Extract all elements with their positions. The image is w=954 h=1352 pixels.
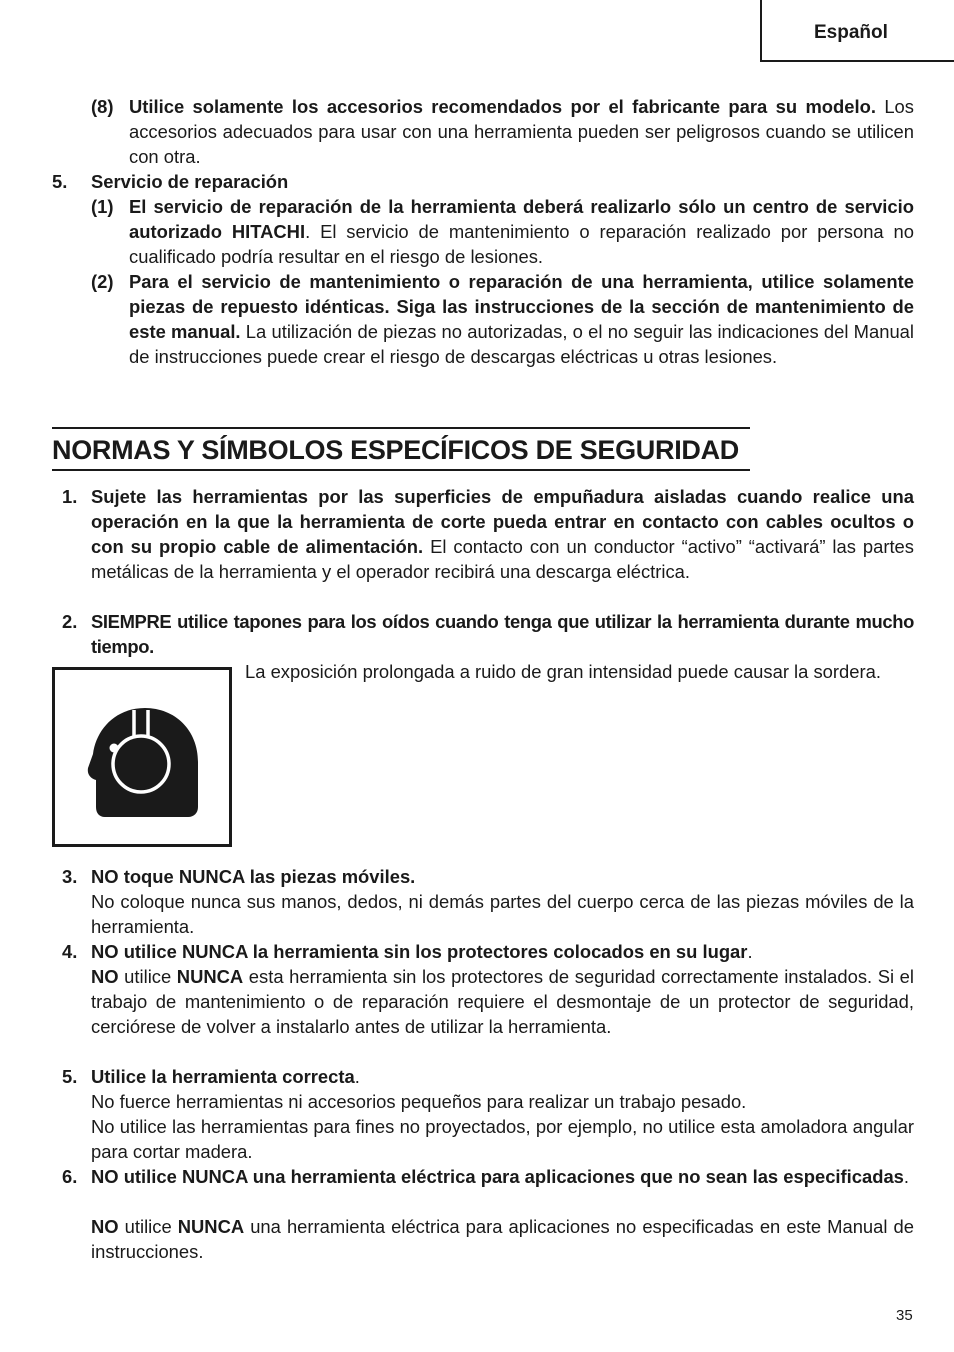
rule-2-bold: SIEMPRE utilice tapones para los oídos cuando tenga que utilizar la herramienta durante mucho tiempo.	[91, 611, 914, 657]
rule-4-body-text-1: utilice	[118, 966, 177, 987]
rule-2-body: La exposición prolongada a ruido de gran intensidad puede causar la sordera.	[245, 661, 881, 682]
rule-3-body: No coloque nunca sus manos, dedos, ni demás partes del cuerpo cerca de las piezas móviles de la herramienta.	[91, 891, 914, 937]
rule-6-body-bold-1: NO	[91, 1216, 119, 1237]
service-item-2	[129, 269, 914, 369]
rule-4-bold-end: .	[747, 941, 753, 962]
rule-6-heading	[91, 1164, 914, 1189]
rule-3-heading	[91, 864, 914, 889]
rule-4-body-text-2: esta herramienta sin los protectores de seguridad correctamente instalados. Si el trabajo de mantenimiento o de reparación requiere el desmontaje de un protector de seguridad, cerciórese de volver a instalarlo antes de utilizar la herramienta.	[91, 966, 914, 1037]
item-8-bold: Utilice solamente los accesorios recomendados por el fabricante para su modelo.	[129, 96, 876, 117]
item-8-body: Los accesorios adecuados para usar con una herramienta pueden ser peligrosos cuando se utilicen con otra.	[129, 96, 914, 167]
section-number: 5.	[52, 171, 68, 192]
language-label: Español	[814, 22, 888, 43]
rule-6-bold: NO utilice NUNCA una herramienta eléctrica para aplicaciones que no sean las especificadas	[91, 1166, 904, 1187]
section-heading-text: NORMAS Y SÍMBOLOS ESPECÍFICOS DE SEGURIDAD	[52, 435, 740, 465]
rule-1	[91, 484, 914, 584]
rule-5-bold: Utilice la herramienta correcta	[91, 1066, 355, 1087]
rule-3-bold: NO toque NUNCA las piezas móviles.	[91, 866, 416, 887]
rule-number: 4.	[62, 941, 78, 962]
rule-number: 2.	[62, 611, 78, 632]
service-item-2-bold: Para el servicio de mantenimiento o reparación de una herramienta, utilice solamente piezas de repuesto idénticas. Siga las instrucciones de la sección de mantenimiento de este manual.	[129, 271, 914, 342]
item-number: (2)	[91, 271, 114, 292]
rule-6-bold-end: .	[903, 1166, 910, 1187]
item-number: (8)	[91, 96, 114, 117]
rule-4-bold: NO utilice NUNCA la herramienta sin los protectores colocados en su lugar	[91, 941, 748, 962]
rule-1-body: El contacto con un conductor “activo” “activará” las partes metálicas de la herramienta y el operador recibirá una descarga eléctrica.	[91, 536, 914, 582]
rule-5-body-2: No utilice las herramientas para fines no proyectados, por ejemplo, no utilice esta amoladora angular para cortar madera.	[91, 1116, 914, 1162]
rule-2-heading	[91, 609, 914, 659]
rule-6-body	[91, 1214, 914, 1264]
rule-5-body-1: No fuerce herramientas ni accesorios pequeños para realizar un trabajo pesado.	[91, 1091, 747, 1112]
rule-5-heading	[91, 1064, 914, 1089]
section-heading	[52, 427, 750, 471]
rule-1-bold: Sujete las herramientas por las superficies de empuñadura aisladas cuando realice una operación en la que la herramienta de corte pueda entrar en contacto con cables ocultos o con su propio cable de alimentación.	[91, 486, 914, 557]
rule-number: 3.	[62, 866, 78, 887]
rule-5-bold-end: .	[354, 1066, 360, 1087]
rule-number: 6.	[62, 1166, 78, 1187]
service-item-1-bold: El servicio de reparación de la herramienta deberá realizarlo sólo un centro de servicio autorizado HITACHI	[129, 196, 914, 242]
rule-4-heading	[91, 939, 914, 964]
service-item-1-body: . El servicio de mantenimiento o reparación realizado por persona no cualificado podría resultar en el riesgo de lesiones.	[129, 221, 914, 267]
rule-6-body-bold-2: NUNCA	[177, 1216, 245, 1237]
rule-4-body	[91, 964, 914, 1039]
ear-protection-symbol	[52, 667, 232, 847]
service-item-1	[129, 194, 914, 269]
rule-number: 5.	[62, 1066, 78, 1087]
rule-6-body-text-2: una herramienta eléctrica para aplicaciones no especificadas en este Manual de instrucciones.	[91, 1216, 914, 1262]
section-title: Servicio de reparación	[91, 171, 289, 192]
item-8-text	[129, 94, 914, 169]
rule-number: 1.	[62, 486, 78, 507]
item-number: (1)	[91, 196, 114, 217]
language-tab	[760, 0, 954, 62]
rule-4-body-bold-1: NO	[91, 966, 119, 987]
service-item-2-body: La utilización de piezas no autorizadas, o el no seguir las indicaciones del Manual de instrucciones puede crear el riesgo de descargas eléctricas u otras lesiones.	[129, 321, 914, 367]
page-number: 35	[896, 1307, 913, 1324]
ear-protection-icon	[55, 670, 229, 844]
rule-4-body-bold-2: NUNCA	[176, 966, 244, 987]
rule-6-body-text-1: utilice	[118, 1216, 178, 1237]
